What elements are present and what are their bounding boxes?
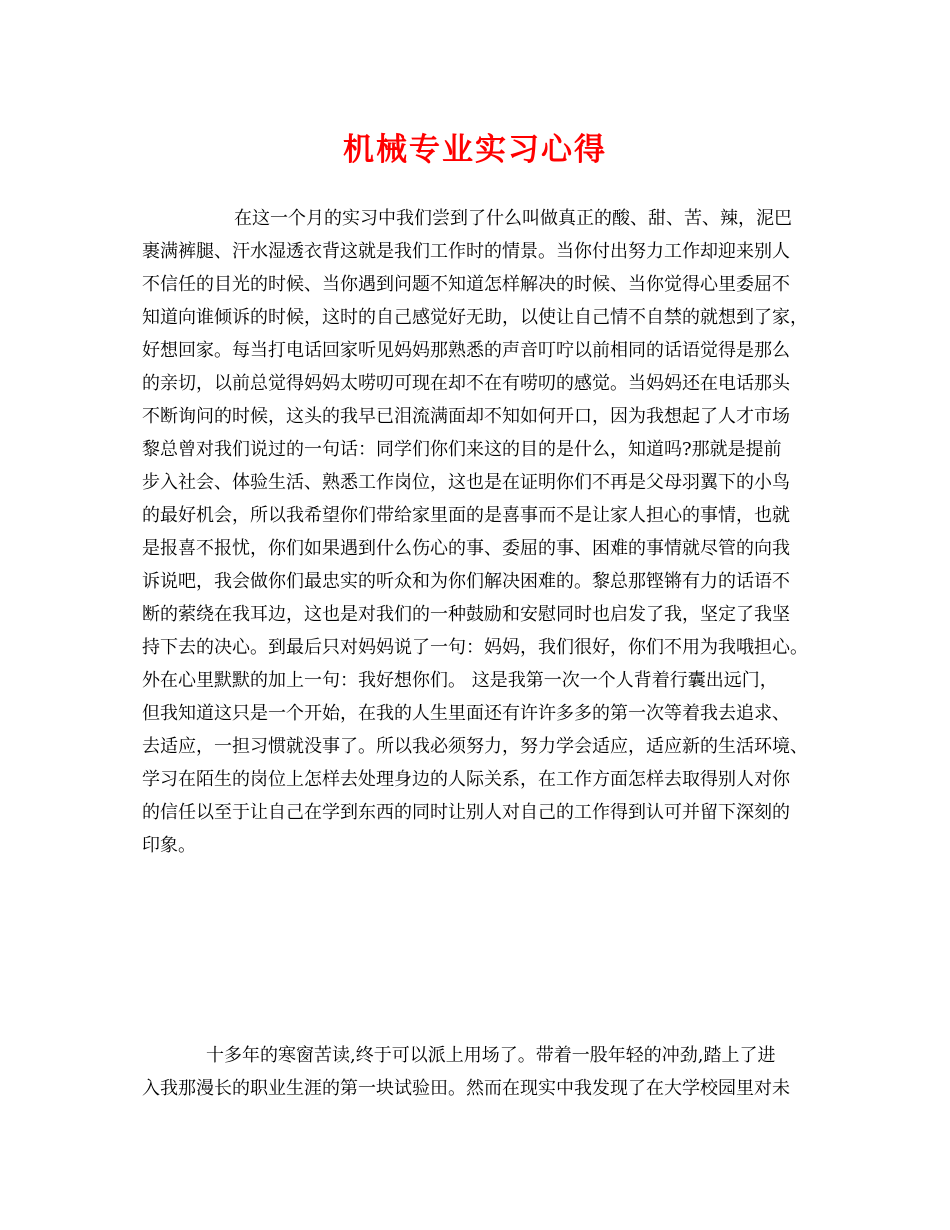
paragraph-line: 黎总曾对我们说过的一句话：同学们你们来这的目的是什么，知道吗?那就是提前 <box>142 439 782 460</box>
paragraph-line: 不断询问的时候，这头的我早已泪流满面却不知如何开口，因为我想起了人才市场 <box>142 406 790 427</box>
paragraph-line: 断的萦绕在我耳边，这也是对我们的一种鼓励和安慰同时也启发了我，坚定了我坚 <box>142 604 790 625</box>
paragraph-line: 的最好机会，所以我希望你们带给家里面的是喜事而不是让家人担心的事情，也就 <box>142 505 790 526</box>
paragraph-line: 去适应，一担习惯就没事了。所以我必须努力，努力学会适应，适应新的生活环境、 <box>142 736 808 757</box>
paragraph-line: 的信任以至于让自己在学到东西的同时让别人对自己的工作得到认可并留下深刻的 <box>142 802 790 823</box>
paragraph-line: 裹满裤腿、汗水湿透衣背这就是我们工作时的情景。当你付出努力工作却迎来别人 <box>142 241 790 262</box>
paragraph-line: 但我知道这只是一个开始，在我的人生里面还有许许多多的第一次等着我去追求、 <box>142 703 790 724</box>
paragraph-line: 十多年的寒窗苦读,终于可以派上用场了。带着一股年轻的冲劲,踏上了进 <box>206 1045 776 1066</box>
paragraph-line: 在这一个月的实习中我们尝到了什么叫做真正的酸、甜、苦、辣，泥巴 <box>234 208 792 229</box>
paragraph-line: 好想回家。每当打电话回家听见妈妈那熟悉的声音叮咛以前相同的话语觉得是那么 <box>142 340 790 361</box>
paragraph-line: 学习在陌生的岗位上怎样去处理身边的人际关系，在工作方面怎样去取得别人对你 <box>142 769 790 790</box>
paragraph-line: 是报喜不报忧，你们如果遇到什么伤心的事、委屈的事、困难的事情就尽管的向我 <box>142 538 790 559</box>
paragraph-line: 的亲切，以前总觉得妈妈太唠叨可现在却不在有唠叨的感觉。当妈妈还在电话那头 <box>142 373 790 394</box>
paragraph-line: 入我那漫长的职业生涯的第一块试验田。然而在现实中我发现了在大学校园里对未 <box>142 1078 790 1099</box>
paragraph-line: 不信任的目光的时候、当你遇到问题不知道怎样解决的时候、当你觉得心里委屈不 <box>142 274 790 295</box>
paragraph-line: 步入社会、体验生活、熟悉工作岗位，这也是在证明你们不再是父母羽翼下的小鸟 <box>142 472 790 493</box>
document-title: 机械专业实习心得 <box>343 132 607 168</box>
paragraph-line: 诉说吧，我会做你们最忠实的听众和为你们解决困难的。黎总那铿锵有力的话语不 <box>142 571 790 592</box>
paragraph-line: 持下去的决心。到最后只对妈妈说了一句：妈妈，我们很好，你们不用为我哦担心。 <box>142 637 808 658</box>
paragraph-line: 知道向谁倾诉的时候，这时的自己感觉好无助，以使让自己情不自禁的就想到了家， <box>142 307 808 328</box>
paragraph-line: 外在心里默默的加上一句：我好想你们。 这是我第一次一个人背着行囊出远门， <box>142 670 778 691</box>
paragraph-line: 印象。 <box>142 835 196 856</box>
